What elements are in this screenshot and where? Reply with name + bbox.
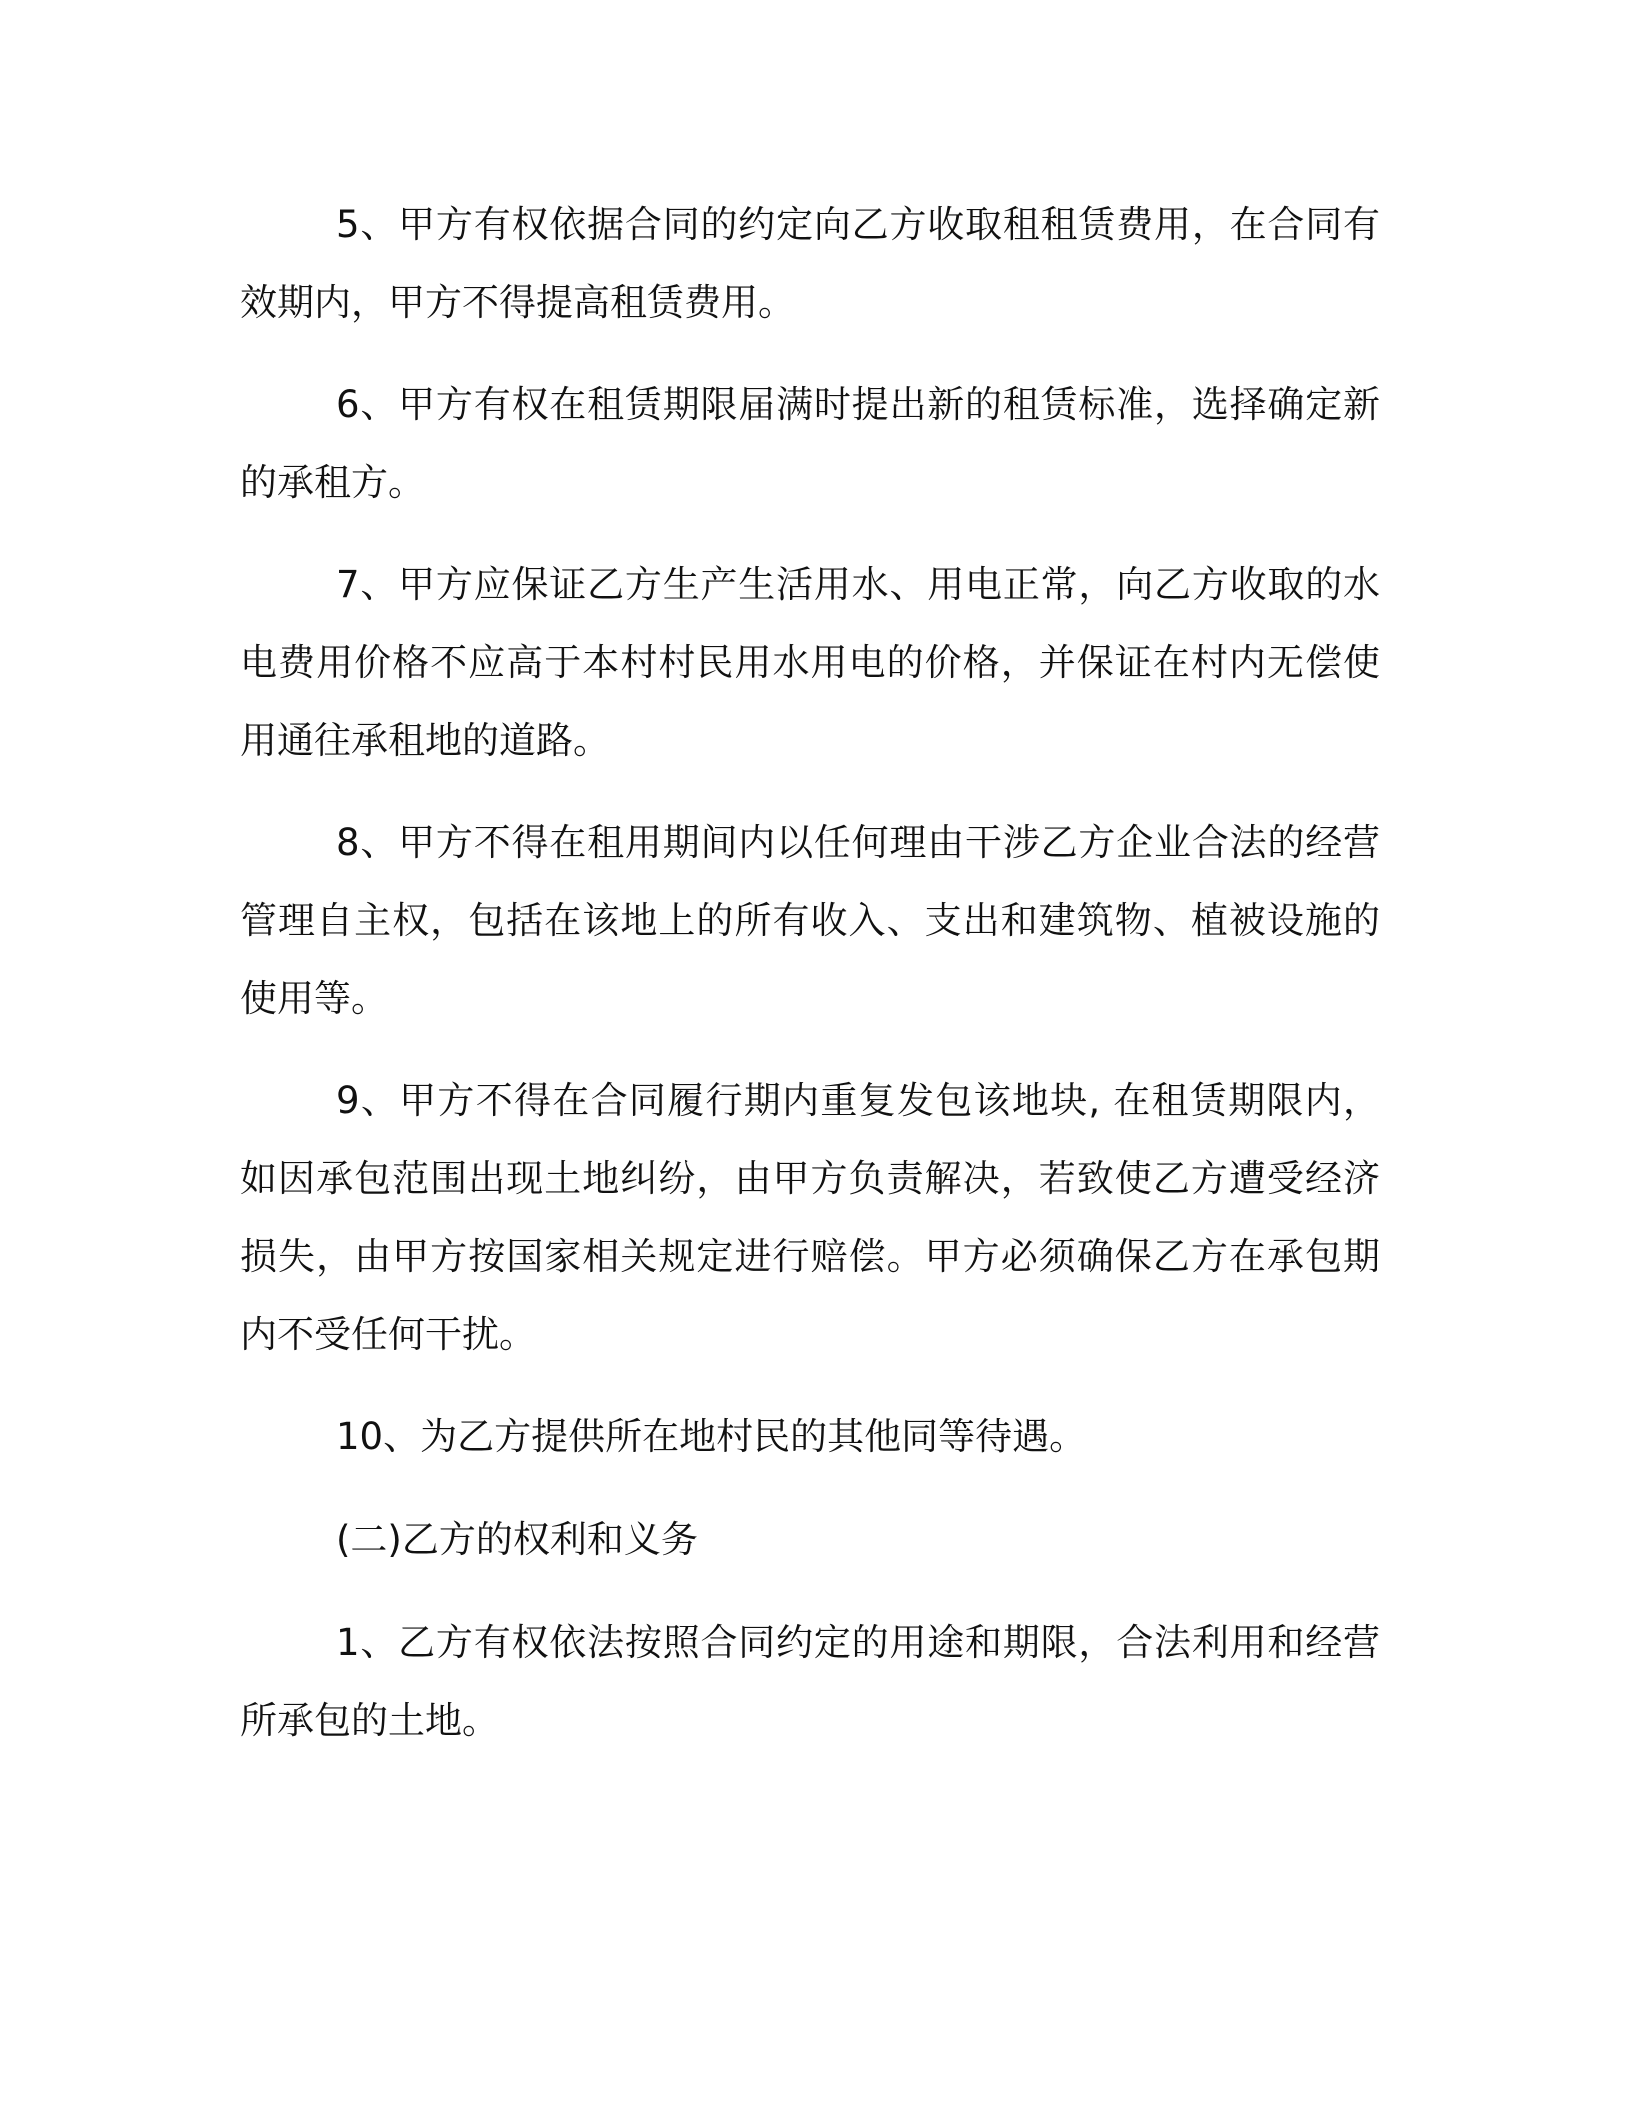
paragraph-clause-8: 8、甲方不得在租用期间内以任何理由干涉乙方企业合法的经营管理自主权，包括在该地上的所有收入、支出和建筑物、植被设施的使用等。 (240, 821, 1380, 1020)
paragraph-clause-6: 6、甲方有权在租赁期限届满时提出新的租赁标准，选择确定新的承租方。 (240, 383, 1380, 504)
paragraph-party-b-clause-1: 1、乙方有权依法按照合同约定的用途和期限，合法利用和经营所承包的土地。 (240, 1621, 1380, 1742)
paragraph-clause-10: 10、为乙方提供所在地村民的其他同等待遇。 (336, 1415, 1087, 1458)
paragraph-clause-9: 9、甲方不得在合同履行期内重复发包该地块, 在租赁期限内，如因承包范围出现土地纠纷，由甲方负责解决，若致使乙方遭受经济损失，由甲方按国家相关规定进行赔偿。甲方必须确保乙方在承包期内不受任何干扰。 (240, 1079, 1380, 1356)
paragraph-clause-7: 7、甲方应保证乙方生产生活用水、用电正常，向乙方收取的水电费用价格不应高于本村村民用水用电的价格，并保证在村内无偿使用通往承租地的道路。 (240, 563, 1380, 762)
document-body (240, 186, 1380, 1760)
paragraph-clause-5: 5、甲方有权依据合同的约定向乙方收取租租赁费用，在合同有效期内，甲方不得提高租赁费用。 (240, 203, 1380, 324)
section-heading-party-b-rights: (二)乙方的权利和义务 (336, 1518, 698, 1561)
